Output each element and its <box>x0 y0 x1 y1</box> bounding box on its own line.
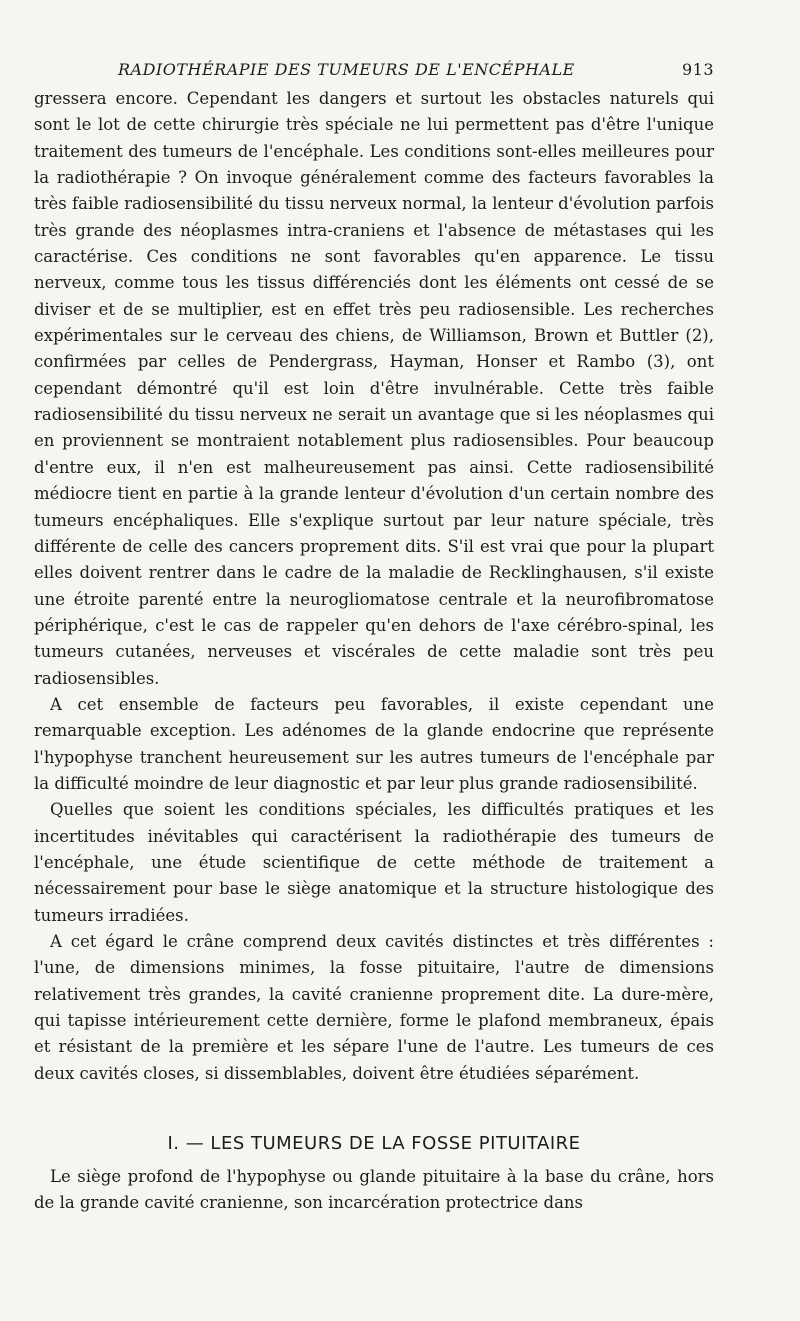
running-head-title: RADIOTHÉRAPIE DES TUMEURS DE L'ENCÉPHALE <box>118 60 575 79</box>
running-head <box>34 56 714 86</box>
page-number: 913 <box>681 60 714 79</box>
paragraph-4: A cet égard le crâne comprend deux cavités distinctes et très différentes : l'une, de dimensions minimes, la fosse pituitaire, l'autre de dimensions relativement très grandes, la cavité cranienne proprement dite. La dure-mère, qui tapisse intérieurement cette dernière, forme le plafond membraneux, épais et résistant de la première et les sépare l'une de l'autre. Les tumeurs de ces deux cavités closes, si dissemblables, doivent être étudiées séparément. <box>34 932 714 1083</box>
page <box>34 56 714 1217</box>
section-paragraph: Le siège profond de l'hypophyse ou glande pituitaire à la base du crâne, hors de la grande cavité cranienne, son incarcération protectrice dans <box>34 1167 714 1213</box>
paragraph-1: gressera encore. Cependant les dangers et surtout les obstacles naturels qui sont le lot de cette chirurgie très spéciale ne lui permettent pas d'être l'unique traitement des tumeurs de l'encéphale. Les conditions sont-elles meilleures pour la radiothérapie ? On invoque généralement comme des facteurs favorables la très faible radiosensibilité du tissu nerveux normal, la lenteur d'évolution parfois très grande des néoplasmes intra-craniens et l'absence de métastases qui les caractérise. Ces conditions ne sont favorables qu'en apparence. Le tissu nerveux, comme tous les tissus différenciés dont les éléments ont cessé de se diviser et de se multiplier, est en effet très peu radiosensible. Les recherches expérimentales sur le cerveau des chiens, de Williamson, Brown et Buttler (2), confirmées par celles de Pendergrass, Hayman, Honser et Rambo (3), ont cependant démontré qu'il est loin d'être invulnérable. Cette très faible radiosensibilité du tissu nerveux ne serait un avantage que si les néoplasmes qui en proviennent se montraient notablement plus radiosensibles. Pour beaucoup d'entre eux, il n'en est malheureusement pas ainsi. Cette radiosensibilité médiocre tient en partie à la grande lenteur d'évolution d'un certain nombre des tumeurs encéphaliques. Elle s'explique surtout par leur nature spéciale, très différente de celle des cancers proprement dits. S'il est vrai que pour la plupart elles doivent rentrer dans le cadre de la maladie de Recklinghausen, s'il existe une étroite parenté entre la neurogliomatose centrale et la neurofibromatose périphérique, c'est le cas de rappeler qu'en dehors de l'axe cérébro-spinal, les tumeurs cutanées, nerveuses et viscérales de cette maladie sont très peu radiosensibles. <box>34 89 714 688</box>
section-heading: I. — LES TUMEURS DE LA FOSSE PITUITAIRE <box>167 1133 581 1155</box>
paragraph-2: A cet ensemble de facteurs peu favorables, il existe cependant une remarquable exception. Les adénomes de la glande endocrine que représente l'hypophyse tranchent heureusement sur les autres tumeurs de l'encéphale par la difficulté moindre de leur diagnostic et par leur plus grande radiosensibilité. <box>34 694 714 793</box>
paragraph-3: Quelles que soient les conditions spéciales, les difficultés pratiques et les incertitudes inévitables qui caractérisent la radiothérapie des tumeurs de l'encéphale, une étude scientifique de cette méthode de traitement a nécessairement pour base le siège anatomique et la structure histologique des tumeurs irradiées. <box>34 800 714 925</box>
